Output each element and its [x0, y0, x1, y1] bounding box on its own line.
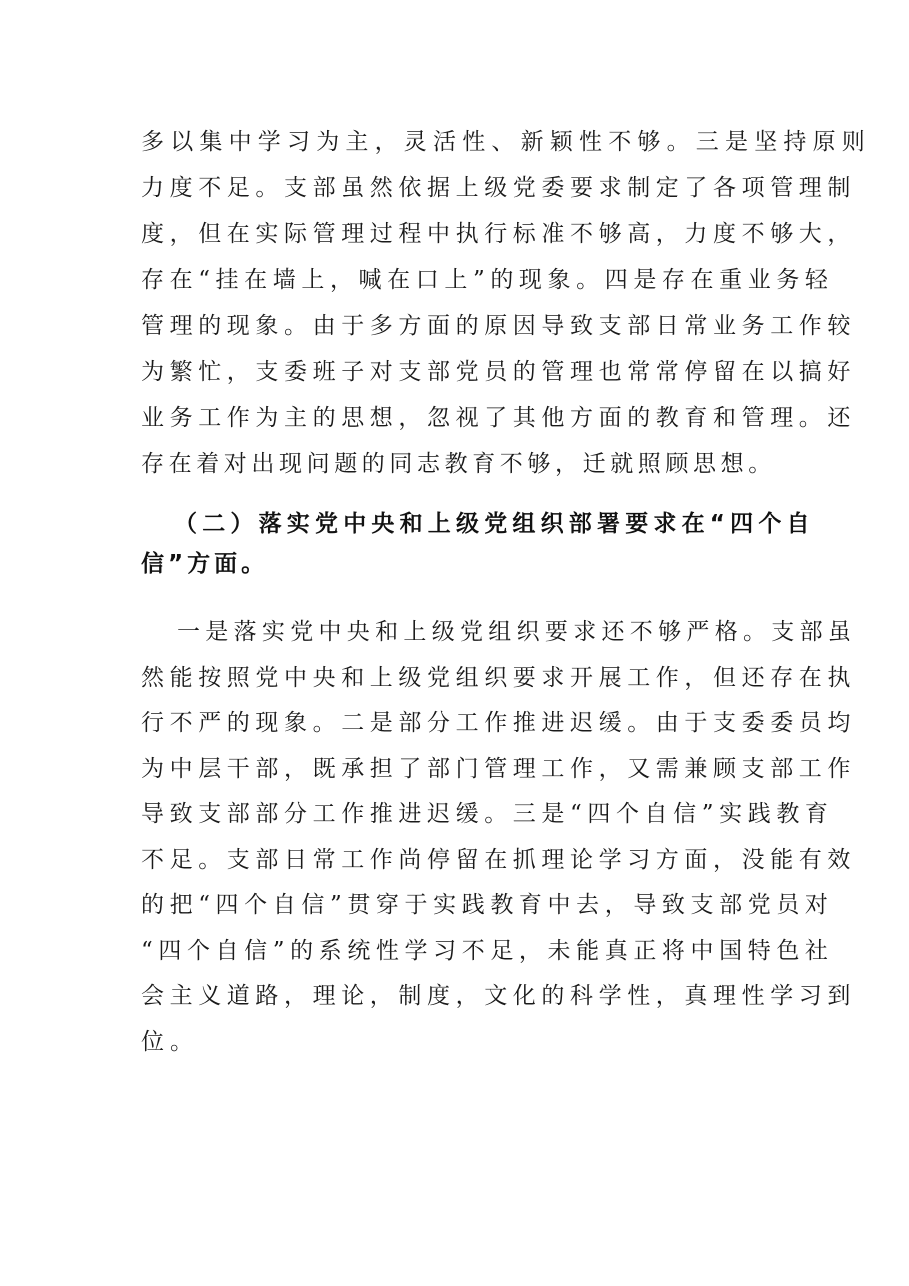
paragraph-line: 行不严的现象。二是部分工作推进迟缓。由于支委委员均 — [141, 710, 856, 736]
paragraph-line: 然能按照党中央和上级党组织要求开展工作，但还存在执 — [141, 664, 856, 691]
paragraph-line: 存在“挂在墙上，喊在口上”的现象。四是存在重业务轻 — [141, 267, 834, 293]
paragraph-line: 业务工作为主的思想，忽视了其他方面的教育和管理。还 — [141, 405, 856, 431]
paragraph-line: 为繁忙，支委班子对支部党员的管理也常常停留在以搞好 — [141, 359, 856, 385]
paragraph-line: “四个自信”的系统性学习不足，未能真正将中国特色社 — [141, 937, 834, 964]
paragraph-line: 度，但在实际管理过程中执行标准不够高，力度不够大， — [141, 221, 856, 247]
paragraph-line: 存在着对出现问题的同志教育不够，迁就照顾思想。 — [141, 451, 776, 477]
heading-line: （二）落实党中央和上级党组织部署要求在“四个自 — [174, 511, 815, 537]
paragraph-line: 位。 — [141, 1028, 199, 1055]
section-heading — [141, 504, 815, 584]
heading-line: 信”方面。 — [141, 551, 269, 577]
paragraph-line: 多以集中学习为主，灵活性、新颖性不够。三是坚持原则 — [141, 129, 871, 155]
paragraph-line: 力度不足。支部虽然依据上级党委要求制定了各项管理制 — [141, 175, 856, 201]
paragraph-line: 一是落实党中央和上级党组织要求还不够严格。支部虽 — [177, 619, 857, 645]
paragraph-line: 导致支部部分工作推进迟缓。三是“四个自信”实践教育 — [141, 801, 834, 827]
paragraph-line: 管理的现象。由于多方面的原因导致支部日常业务工作较 — [141, 313, 856, 339]
body-paragraph-2 — [141, 610, 857, 1065]
paragraph-line: 为中层干部，既承担了部门管理工作，又需兼顾支部工作 — [141, 755, 856, 782]
paragraph-line: 会主义道路，理论，制度，文化的科学性，真理性学习到 — [141, 983, 856, 1009]
body-paragraph-1 — [141, 119, 871, 487]
paragraph-line: 不足。支部日常工作尚停留在抓理论学习方面，没能有效 — [141, 846, 856, 873]
paragraph-line: 的把“四个自信”贯穿于实践教育中去，导致支部党员对 — [141, 892, 834, 918]
